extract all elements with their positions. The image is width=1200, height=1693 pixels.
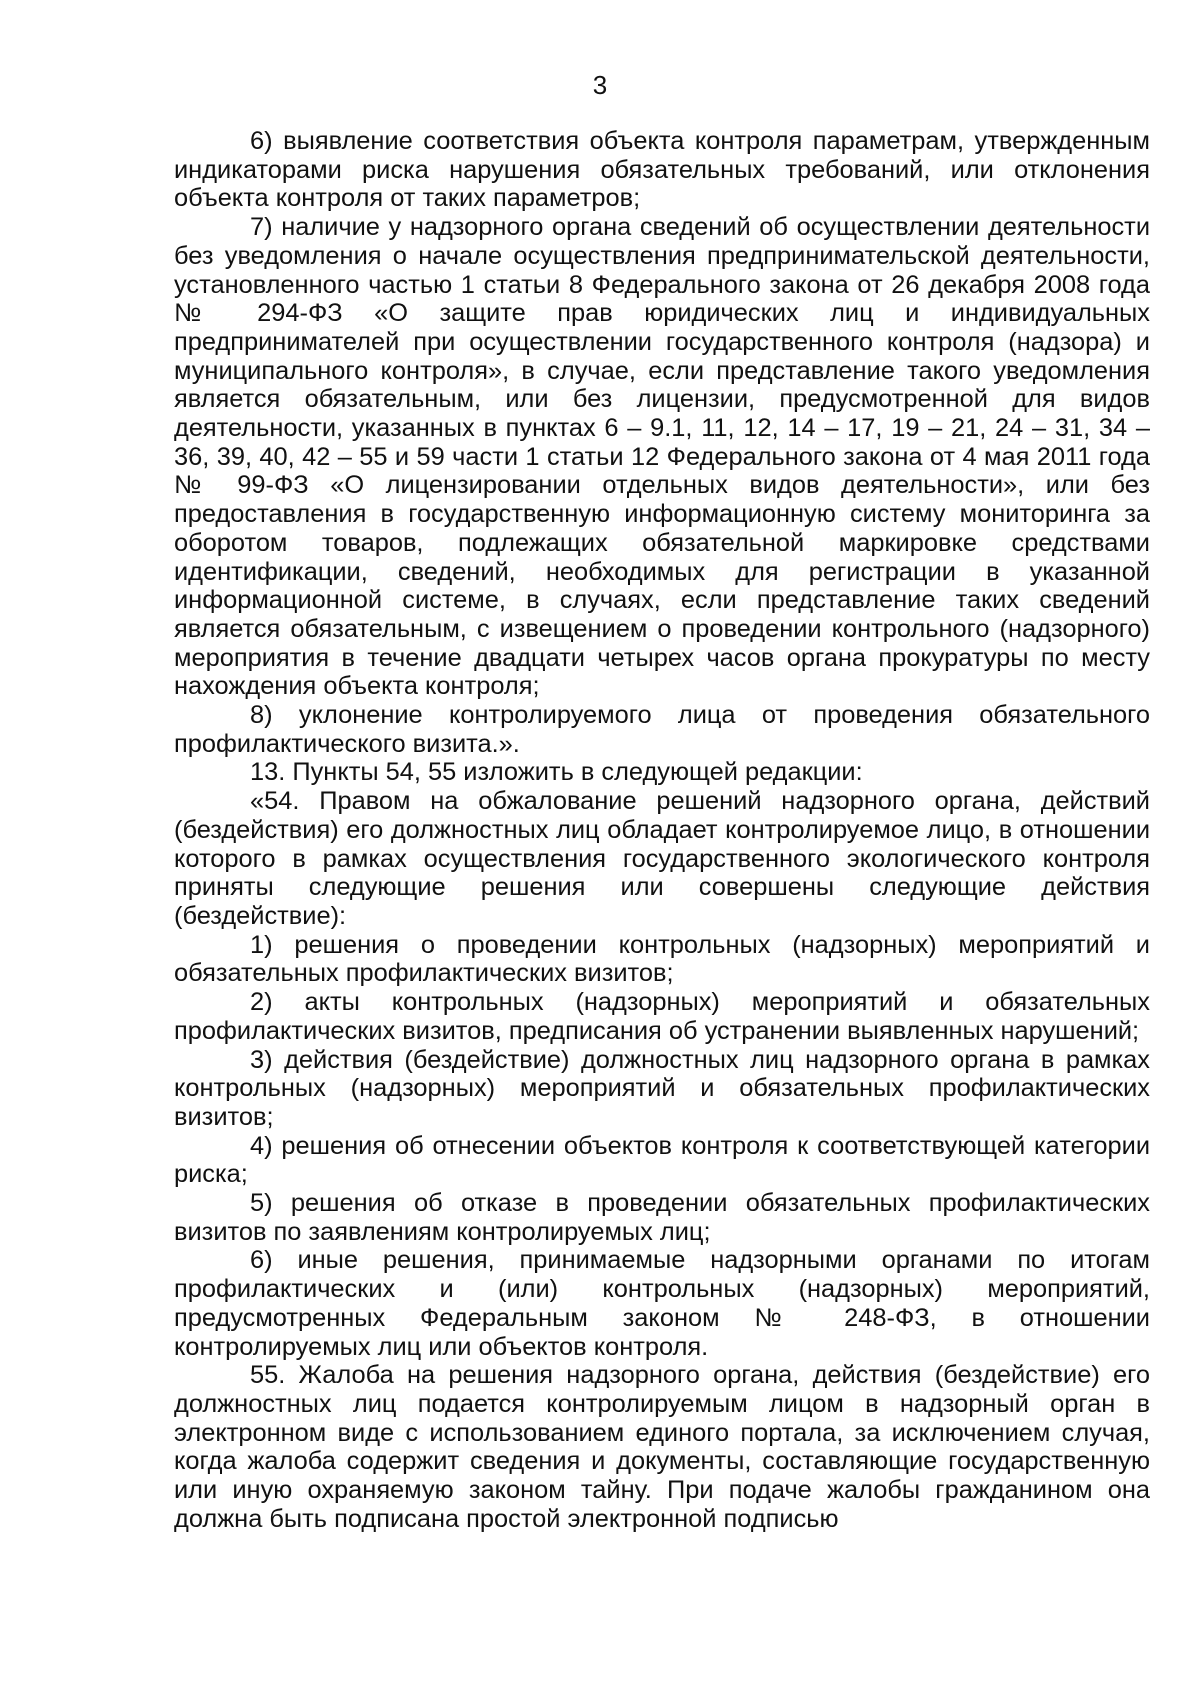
paragraph-point-54: «54. Правом на обжалование решений надзорного органа, действий (бездействия) его должностных лиц обладает контролируемое лицо, в отношении которого в рамках осуществления государственного экологического контроля приняты следующие решения или совершены следующие действия (бездействие): bbox=[174, 787, 1150, 930]
paragraph-item-6-risk-indicators: 6) выявление соответствия объекта контроля параметрам, утвержденным индикаторами риска нарушения обязательных требований, или отклонения объекта контроля от таких параметров; bbox=[174, 127, 1150, 213]
paragraph-54-item-6: 6) иные решения, принимаемые надзорными органами по итогам профилактических и (или) контрольных (надзорных) мероприятий, предусмотренных Федеральным законом № 248-ФЗ, в отношении контролируемых лиц или объектов контроля. bbox=[174, 1246, 1150, 1361]
paragraph-point-13: 13. Пункты 54, 55 изложить в следующей редакции: bbox=[250, 758, 863, 787]
paragraph-point-55: 55. Жалоба на решения надзорного органа, действия (бездействие) его должностных лиц подается контролируемым лицом в надзорный орган в электронном виде с использованием единого портала, за исключением случая, когда жалоба содержит сведения и документы, составляющие государственную или иную охраняемую законом тайну. При подаче жалобы гражданином она должна быть подписана простой электронной подписью bbox=[174, 1361, 1150, 1533]
paragraph-item-8-evasion: 8) уклонение контролируемого лица от проведения обязательного профилактического визита.». bbox=[174, 701, 1150, 758]
paragraph-54-item-4: 4) решения об отнесении объектов контроля к соответствующей категории риска; bbox=[174, 1131, 1150, 1189]
paragraph-item-7-no-notification: 7) наличие у надзорного органа сведений об осуществлении деятельности без уведомления о начале осуществления предпринимательской деятельности, установленного частью 1 статьи 8 Федерального закона от 26 декабря 2008 года № 294-ФЗ «О защите прав юридических лиц и индивидуальных предпринимателей при осуществлении государственного контроля (надзора) и муниципального контроля», в случае, если представление такого уведомления является обязательным, или без лицензии, предусмотренной для видов деятельности, указанных в пунктах 6 – 9.1, 11, 12, 14 – 17, 19 – 21, 24 – 31, 34 – 36, 39, 40, 42 – 55 и 59 части 1 статьи 12 Федерального закона от 4 мая 2011 года № 99-ФЗ «О лицензировании отдельных видов деятельности», или без предоставления в государственную информационную систему мониторинга за оборотом товаров, подлежащих обязательной маркировке средствами идентификации, сведений, необходимых для регистрации в указанной информационной системе, в случаях, если представление таких сведений является обязательным, с извещением о проведении контрольного (надзорного) мероприятия в течение двадцати четырех часов органа прокуратуры по месту нахождения объекта контроля; bbox=[174, 213, 1150, 701]
paragraph-54-item-1: 1) решения о проведении контрольных (надзорных) мероприятий и обязательных профилактических визитов; bbox=[174, 930, 1150, 988]
page-number: 3 bbox=[592, 70, 608, 100]
paragraph-54-item-3: 3) действия (бездействие) должностных лиц надзорного органа в рамках контрольных (надзорных) мероприятий и обязательных профилактических визитов; bbox=[174, 1045, 1150, 1131]
document-body bbox=[174, 127, 1150, 1533]
paragraph-54-item-2: 2) акты контрольных (надзорных) мероприятий и обязательных профилактических визитов, предписания об устранении выявленных нарушений; bbox=[174, 988, 1150, 1045]
paragraph-54-item-5: 5) решения об отказе в проведении обязательных профилактических визитов по заявлениям контролируемых лиц; bbox=[174, 1189, 1150, 1246]
